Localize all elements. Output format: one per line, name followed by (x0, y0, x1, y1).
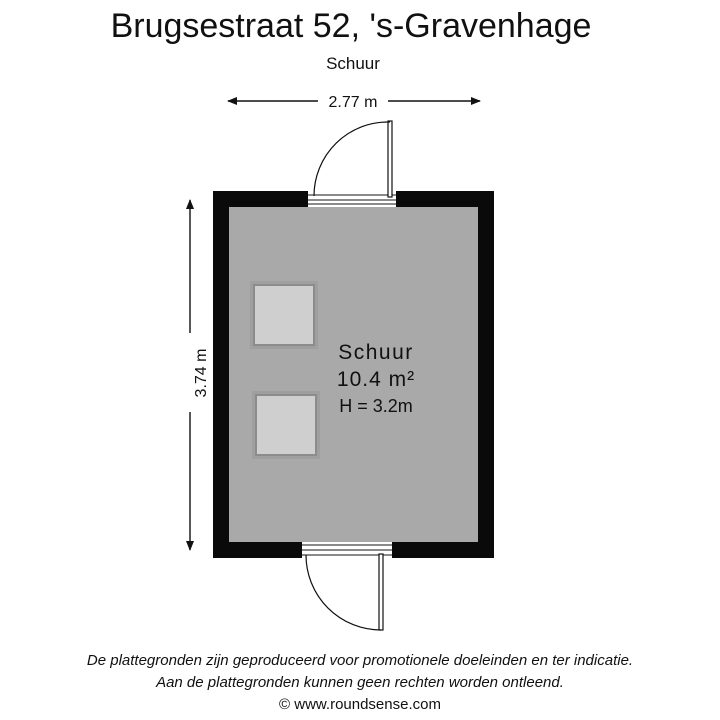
bottom-door-swing-arc (306, 555, 381, 630)
top-door-swing-arc (314, 122, 390, 196)
top-door-leaf (388, 121, 392, 197)
disclaimer-line-1: De plattegronden zijn geproduceerd voor promotionele doeleinden en ter indicatie. (86, 652, 634, 669)
floor-name: Schuur (326, 54, 380, 73)
depth-dimension (190, 200, 210, 550)
skylight-upper (250, 281, 318, 349)
copyright: © www.roundsense.com (279, 696, 441, 713)
room-area: 10.4 m² (336, 368, 416, 391)
room-height: H = 3.2m (339, 396, 413, 416)
plan-title: Brugsestraat 52, 's-Gravenhage (110, 7, 592, 45)
width-dimension (228, 94, 480, 111)
top-door-opening (308, 191, 396, 207)
bottom-door (302, 542, 392, 630)
depth-dimension-label: 3.74 m (193, 348, 210, 398)
width-dimension-label: 2.77 m (328, 94, 378, 111)
room-name: Schuur (338, 341, 414, 364)
top-door (308, 121, 396, 207)
room-label (337, 341, 415, 416)
disclaimer-line-2: Aan de plattegronden kunnen geen rechten worden ontleend. (156, 674, 564, 691)
skylight-lower (252, 391, 320, 459)
bottom-door-leaf (379, 554, 383, 630)
